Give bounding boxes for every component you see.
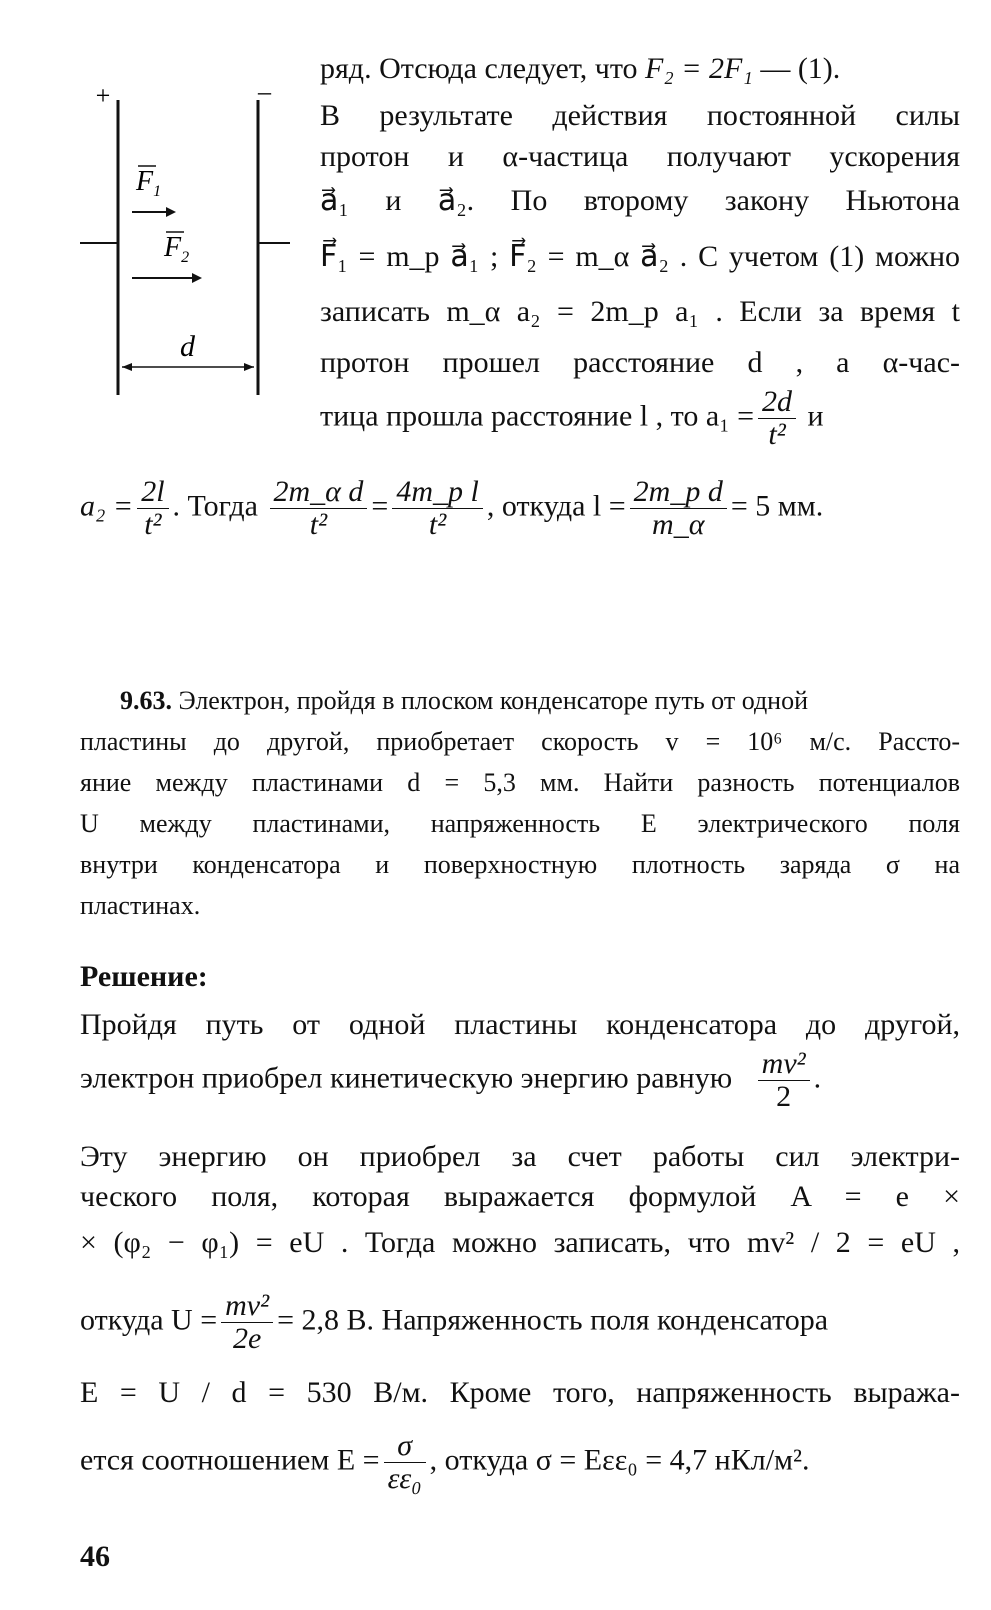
problem-line-1: 9.63. Электрон, пройдя в плоском конденсаторе путь от одной <box>120 686 809 715</box>
text-line-8: тица прошла расстояние l , то a₁ = $\frac{2d}{\text{t²}}$ и <box>320 385 824 451</box>
solution-line-1: Пройдя путь от одной пластины конденсатора до другой, <box>80 1008 960 1041</box>
text-line-7: протон прошел расстояние d , а α-час- <box>320 346 960 379</box>
f1-label: $F_1$ <box>136 166 162 200</box>
solution-heading: Решение: <box>80 960 208 993</box>
solution-line-5: × (φ₂ − φ₁) = eU . Тогда можно записать, что mv² / 2 = eU , <box>80 1226 960 1259</box>
formula-line: a₂ = $\frac{2l}{\text{t²}}$ . Тогда $\frac{\text{2m\_α d}}{\text{t²}}$ = $\frac{\text{4m\_p l}}{\text{t²}}$ , откуда l = $\frac{\text{2m\_p d}}{m\_\alpha}$ = 5 мм. <box>80 475 824 541</box>
text-line-3: протон и α-частица получают ускорения <box>320 140 960 173</box>
f2-label: $F_2$ <box>164 232 190 266</box>
problem-line-4: U между пластинами, напряженность E электрического поля <box>80 809 960 838</box>
problem-line-6: пластинах. <box>80 891 201 920</box>
solution-line-4: ческого поля, которая выражается формулой A = e × <box>80 1180 960 1213</box>
d-label: d <box>180 330 195 363</box>
solution-line-8: ется соотношением E = $\frac{\sigma}{\text{εε₀}}$ , откуда σ = Eεε₀ = 4,7 нКл/м². <box>80 1429 810 1495</box>
text-line-2: В результате действия постоянной силы <box>320 99 960 132</box>
problem-line-2: пластины до другой, приобретает скорость v = 10⁶ м/с. Рассто- <box>80 727 960 756</box>
problem-line-5: внутри конденсатора и поверхностную плотность заряда σ на <box>80 850 960 879</box>
page-number: 46 <box>80 1540 110 1573</box>
text-line-4: a⃗₁ и a⃗₂. По второму закону Ньютона <box>320 184 960 217</box>
problem-line-3: яние между пластинами d = 5,3 мм. Найти разность потенциалов <box>80 768 960 797</box>
solution-line-6: откуда U = $\frac{\text{mv²}}{2e}$ = 2,8 В. Напряженность поля конденсатора <box>80 1289 829 1355</box>
text-line-5: F⃗₁ = m_p a⃗₁ ; F⃗₂ = m_α a⃗₂ . С учетом (1) можно <box>320 240 960 273</box>
text-line-1: ряд. Отсюда следует, что F₂ = 2F₁ — (1). <box>320 52 841 85</box>
solution-line-3: Эту энергию он приобрел за счет работы сил электри- <box>80 1140 960 1173</box>
text-line-6: записать m_α a₂ = 2m_p a₁ . Если за время t <box>320 295 960 328</box>
solution-line-2: электрон приобрел кинетическую энергию равную $\frac{\text{mv²}}{2}$ . <box>80 1047 822 1113</box>
plus-sign: + <box>94 81 112 110</box>
problem-number: 9.63. <box>120 686 172 715</box>
solution-line-7: E = U / d = 530 В/м. Кроме того, напряженность выража- <box>80 1376 960 1409</box>
minus-sign: – <box>258 80 271 106</box>
